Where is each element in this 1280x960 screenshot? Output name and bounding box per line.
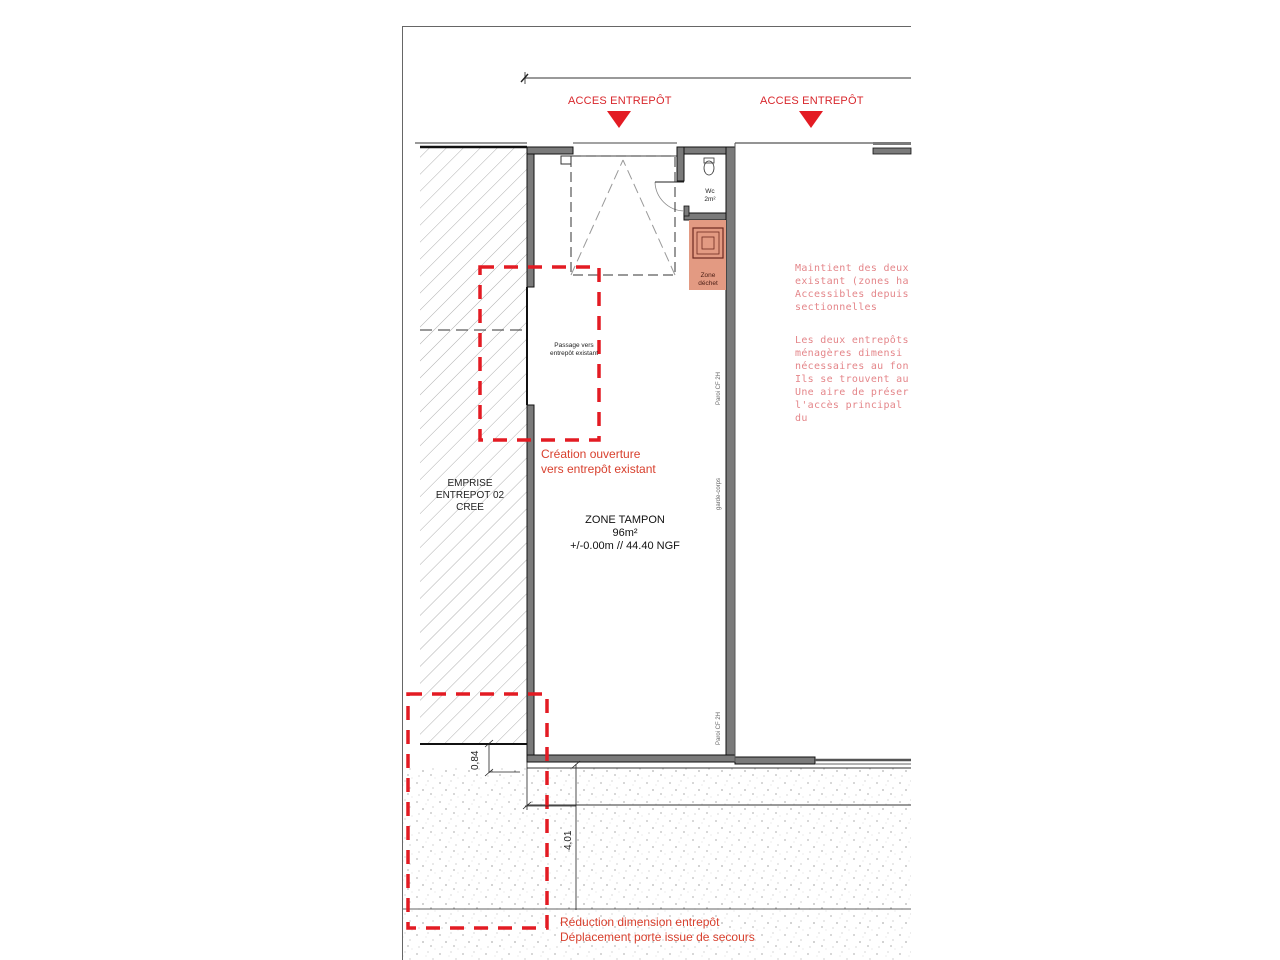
reduction-annotation: Réduction dimension entrepôt Déplacement porte issue de secours: [560, 915, 755, 944]
zone-tampon-label: ZONE TAMPON 96m² +/-0.00m // 44.40 NGF: [570, 514, 680, 552]
waste-zone-label: Zone déchet: [698, 272, 718, 287]
wc-label: Wc 2m²: [704, 188, 716, 203]
access-arrows: [607, 111, 823, 128]
loading-area-outline: [561, 156, 675, 275]
wall-tag-upper: Paroi CF 2H: [716, 371, 722, 405]
passage-label: Passage vers entrepôt existant: [549, 342, 599, 357]
note-paragraph-2: Les deux entrepôts ménagères dimensi nécessaires au fon Ils se trouvent au Une aire de préser l'accès principal du: [795, 335, 909, 424]
hatched-emprise-area: [420, 148, 527, 744]
access-label-left: ACCES ENTREPÔT: [568, 95, 672, 107]
emprise-label: EMPRISE ENTREPOT 02 CREE: [435, 478, 505, 513]
access-label-right: ACCES ENTREPÔT: [760, 95, 864, 107]
wall-tag-lower: Paroi CF 2H: [716, 711, 722, 745]
top-dimension-line: [521, 72, 911, 84]
opening-annotation: Création ouverture vers entrepôt existant: [541, 447, 656, 476]
dimension-4-01: 4,01: [563, 830, 574, 850]
wall-tag-middle: garde-corps: [716, 477, 722, 510]
note-paragraph-1: Maintient des deux existant (zones ha Accessibles depuis sectionnelles: [795, 263, 909, 313]
notes-block: [795, 262, 910, 442]
dimension-0-84: 0,84: [470, 750, 481, 770]
wc-room: [655, 147, 726, 220]
